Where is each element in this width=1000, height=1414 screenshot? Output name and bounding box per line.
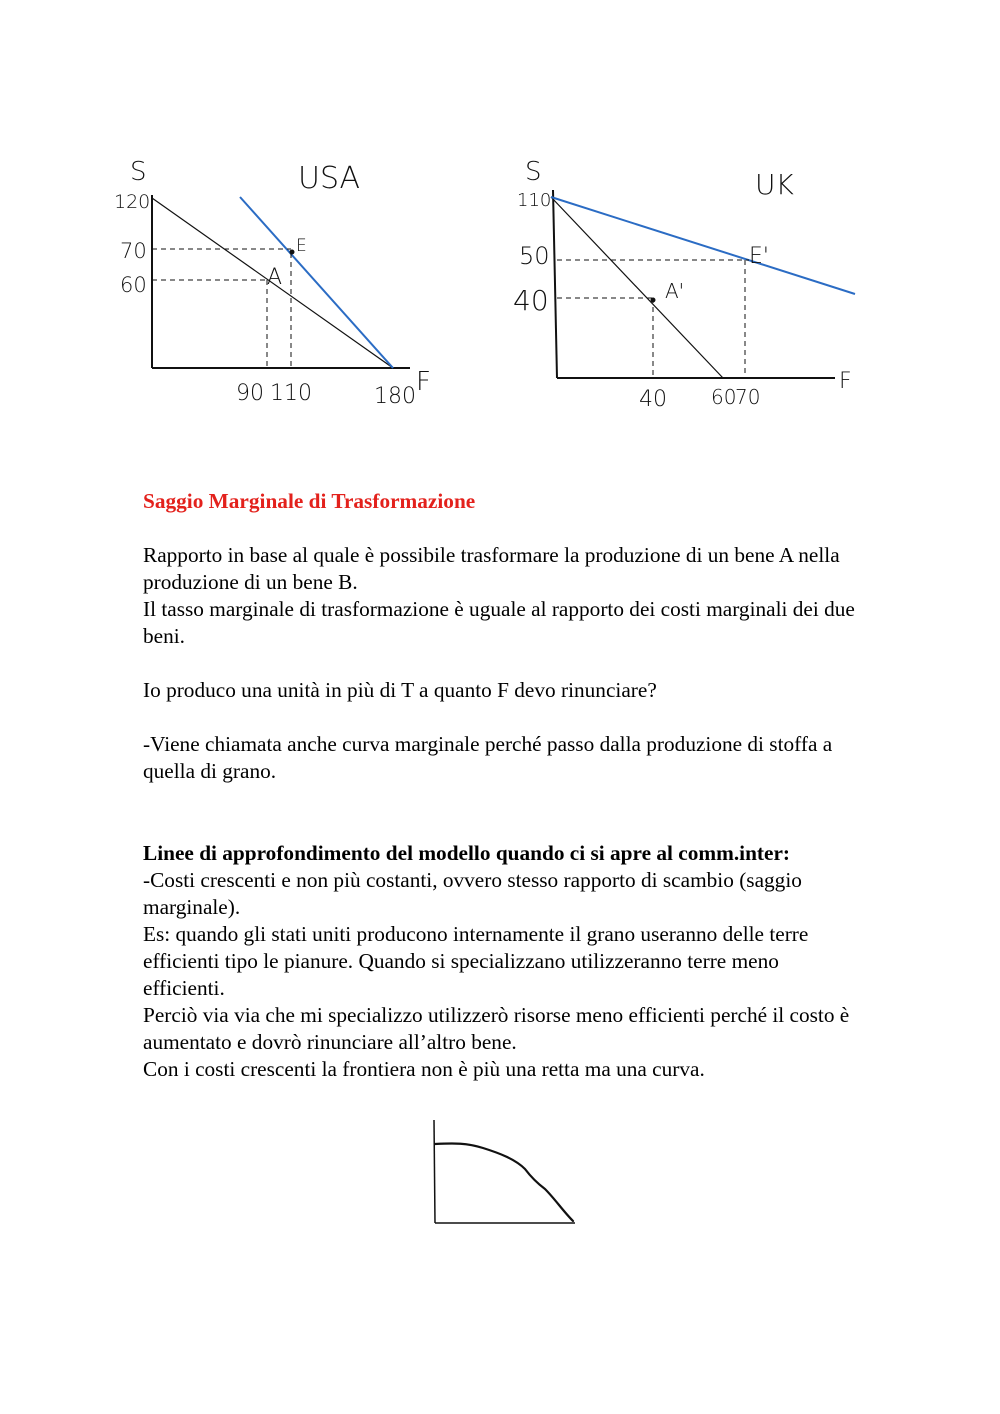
uk-x-axis-label: F: [839, 369, 852, 394]
usa-y-tick-60: 60: [120, 273, 147, 297]
uk-country-label: UK: [755, 168, 794, 201]
usa-x-tick-180: 180: [374, 384, 416, 409]
section2-line1: -Costi crescenti e non più costanti, ovvero stesso rapporto di scambio (saggio marginale).: [143, 868, 802, 919]
uk-y-tick-40: 40: [513, 284, 549, 317]
section2-line3: Perciò via via che mi specializzo utilizzerò risorse meno efficienti perché il costo è aumentato e dovrò rinunciare all’altro bene.: [143, 1003, 850, 1054]
concave-frontier-sketch: [425, 1115, 585, 1230]
uk-point-a-dot: [651, 298, 656, 303]
section-marginal-rate: [143, 488, 863, 785]
usa-trade-line: [240, 197, 393, 368]
usa-x-tick-110: 110: [270, 381, 312, 406]
section1-title: Saggio Marginale di Trasformazione: [143, 489, 476, 513]
uk-point-a-label: A': [665, 279, 685, 303]
usa-point-e-label: E: [296, 236, 307, 256]
usa-x-axis-label: F: [416, 367, 431, 397]
uk-y-tick-110: 110: [517, 190, 552, 211]
usa-point-a-label: A: [267, 265, 283, 290]
section2-line2: Es: quando gli stati uniti producono internamente il grano useranno delle terre efficienti tipo le pianure. Quando si specializzano utilizzeranno terre meno efficienti.: [143, 922, 809, 1000]
uk-y-axis: [553, 190, 557, 378]
uk-point-e-label: E': [749, 244, 769, 269]
uk-y-tick-50: 50: [519, 242, 550, 270]
usa-y-tick-120: 120: [114, 191, 151, 213]
usa-frontier-graph: [100, 150, 460, 420]
section1-para3: Io produco una unità in più di T a quanto F devo rinunciare?: [143, 678, 657, 702]
curve-y-axis: [434, 1120, 435, 1223]
section1-para2: Il tasso marginale di trasformazione è uguale al rapporto dei costi marginali dei due beni.: [143, 597, 855, 648]
usa-country-label: USA: [298, 161, 361, 196]
uk-x-tick-40: 40: [639, 387, 667, 412]
usa-point-e-dot: [290, 250, 295, 255]
concave-frontier-curve: [435, 1143, 573, 1221]
usa-x-tick-90: 90: [236, 381, 264, 406]
usa-y-tick-70: 70: [120, 239, 147, 263]
uk-y-axis-label: S: [525, 157, 542, 187]
uk-x-tick-60: 60: [711, 385, 737, 409]
section1-para4: -Viene chiamata anche curva marginale perché passo dalla produzione di stoffa a quella di grano.: [143, 732, 833, 783]
usa-y-axis-label: S: [130, 157, 147, 187]
section1-para1: Rapporto in base al quale è possibile trasformare la produzione di un bene A nella produzione di un bene B.: [143, 543, 840, 594]
uk-x-tick-70: 70: [735, 385, 761, 409]
uk-frontier-graph: [505, 150, 875, 420]
section2-title: Linee di approfondimento del modello quando ci si apre al comm.inter:: [143, 841, 791, 865]
section-model-extensions: [143, 840, 863, 1083]
section2-line4: Con i costi crescenti la frontiera non è più una retta ma una curva.: [143, 1057, 705, 1081]
